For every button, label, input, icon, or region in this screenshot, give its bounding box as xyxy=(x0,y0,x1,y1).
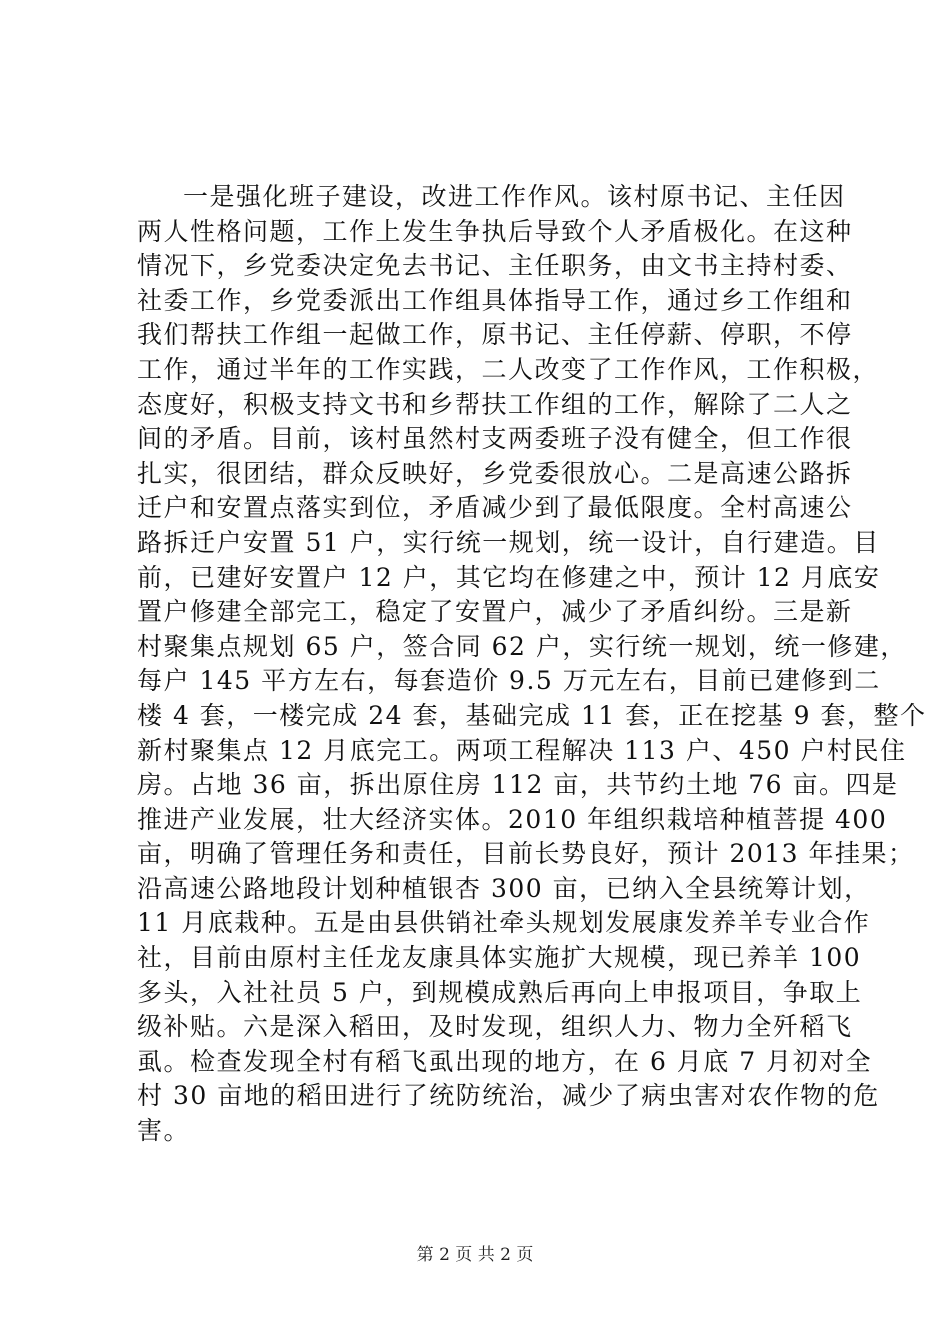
paragraph-line: 多头，入社社员 5 户，到规模成熟后再向上申报项目，争取上 xyxy=(137,977,863,1007)
paragraph-line: 两人性格问题，工作上发生争执后导致个人矛盾极化。在这种 xyxy=(137,216,853,246)
paragraph-line: 房。占地 36 亩，拆出原住房 112 亩，共节约土地 76 亩。四是 xyxy=(137,770,899,800)
paragraph-line: 扎实，很团结，群众反映好，乡党委很放心。二是高速公路拆 xyxy=(137,458,853,488)
paragraph-line: 迁户和安置点落实到位，矛盾减少到了最低限度。全村高速公 xyxy=(137,493,853,523)
paragraph-line: 虱。检查发现全村有稻飞虱出现的地方，在 6 月底 7 月初对全 xyxy=(137,1046,873,1076)
paragraph-line: 村 30 亩地的稻田进行了统防统治，减少了病虫害对农作物的危 xyxy=(137,1081,880,1111)
paragraph-line: 亩，明确了管理任务和责任，目前长势良好，预计 2013 年挂果； xyxy=(137,839,915,869)
paragraph-line: 楼 4 套，一楼完成 24 套，基础完成 11 套，正在挖基 9 套，整个 xyxy=(137,700,927,730)
paragraph-line: 村聚集点规划 65 户，签合同 62 户，实行统一规划，统一修建， xyxy=(137,631,907,661)
paragraph-line: 置户修建全部完工，稳定了安置户，减少了矛盾纠纷。三是新 xyxy=(137,597,853,627)
paragraph-line: 一是强化班子建设，改进工作作风。该村原书记、主任因 xyxy=(183,182,846,211)
paragraph-line: 态度好，积极支持文书和乡帮扶工作组的工作，解除了二人之 xyxy=(137,389,853,419)
paragraph-line: 工作，通过半年的工作实践，二人改变了工作作风，工作积极， xyxy=(137,354,880,384)
page-number-footer: 第 2 页 共 2 页 xyxy=(416,1245,534,1265)
paragraph-line: 间的矛盾。目前，该村虽然村支两委班子没有健全，但工作很 xyxy=(137,424,853,454)
paragraph-line: 前，已建好安置户 12 户，其它均在修建之中，预计 12 月底安 xyxy=(137,562,881,592)
paragraph-line: 沿高速公路地段计划种植银杏 300 亩，已纳入全县统筹计划， xyxy=(137,873,871,903)
paragraph-line: 社委工作，乡党委派出工作组具体指导工作，通过乡工作组和 xyxy=(137,285,853,315)
paragraph-line: 11 月底栽种。五是由县供销社牵头规划发展康发养羊专业合作 xyxy=(137,908,871,938)
paragraph-line: 我们帮扶工作组一起做工作，原书记、主任停薪、停职，不停 xyxy=(137,320,853,350)
paragraph-line: 社，目前由原村主任龙友康具体实施扩大规模，现已养羊 100 xyxy=(137,943,862,973)
paragraph-line: 新村聚集点 12 月底完工。两项工程解决 113 户、450 户村民住 xyxy=(137,735,907,765)
paragraph-line: 路拆迁户安置 51 户，实行统一规划，统一设计，自行建造。目 xyxy=(137,527,880,557)
paragraph-line: 级补贴。六是深入稻田，及时发现，组织人力、物力全歼稻飞 xyxy=(137,1012,853,1042)
paragraph-line: 推进产业发展，壮大经济实体。2010 年组织栽培种植菩提 400 xyxy=(137,804,888,834)
body-paragraph xyxy=(137,180,927,1149)
paragraph-line: 每户 145 平方左右，每套造价 9.5 万元左右，目前已建修到二 xyxy=(137,666,881,696)
paragraph-line: 情况下，乡党委决定免去书记、主任职务，由文书主持村委、 xyxy=(137,251,853,281)
paragraph-line: 害。 xyxy=(137,1116,191,1146)
